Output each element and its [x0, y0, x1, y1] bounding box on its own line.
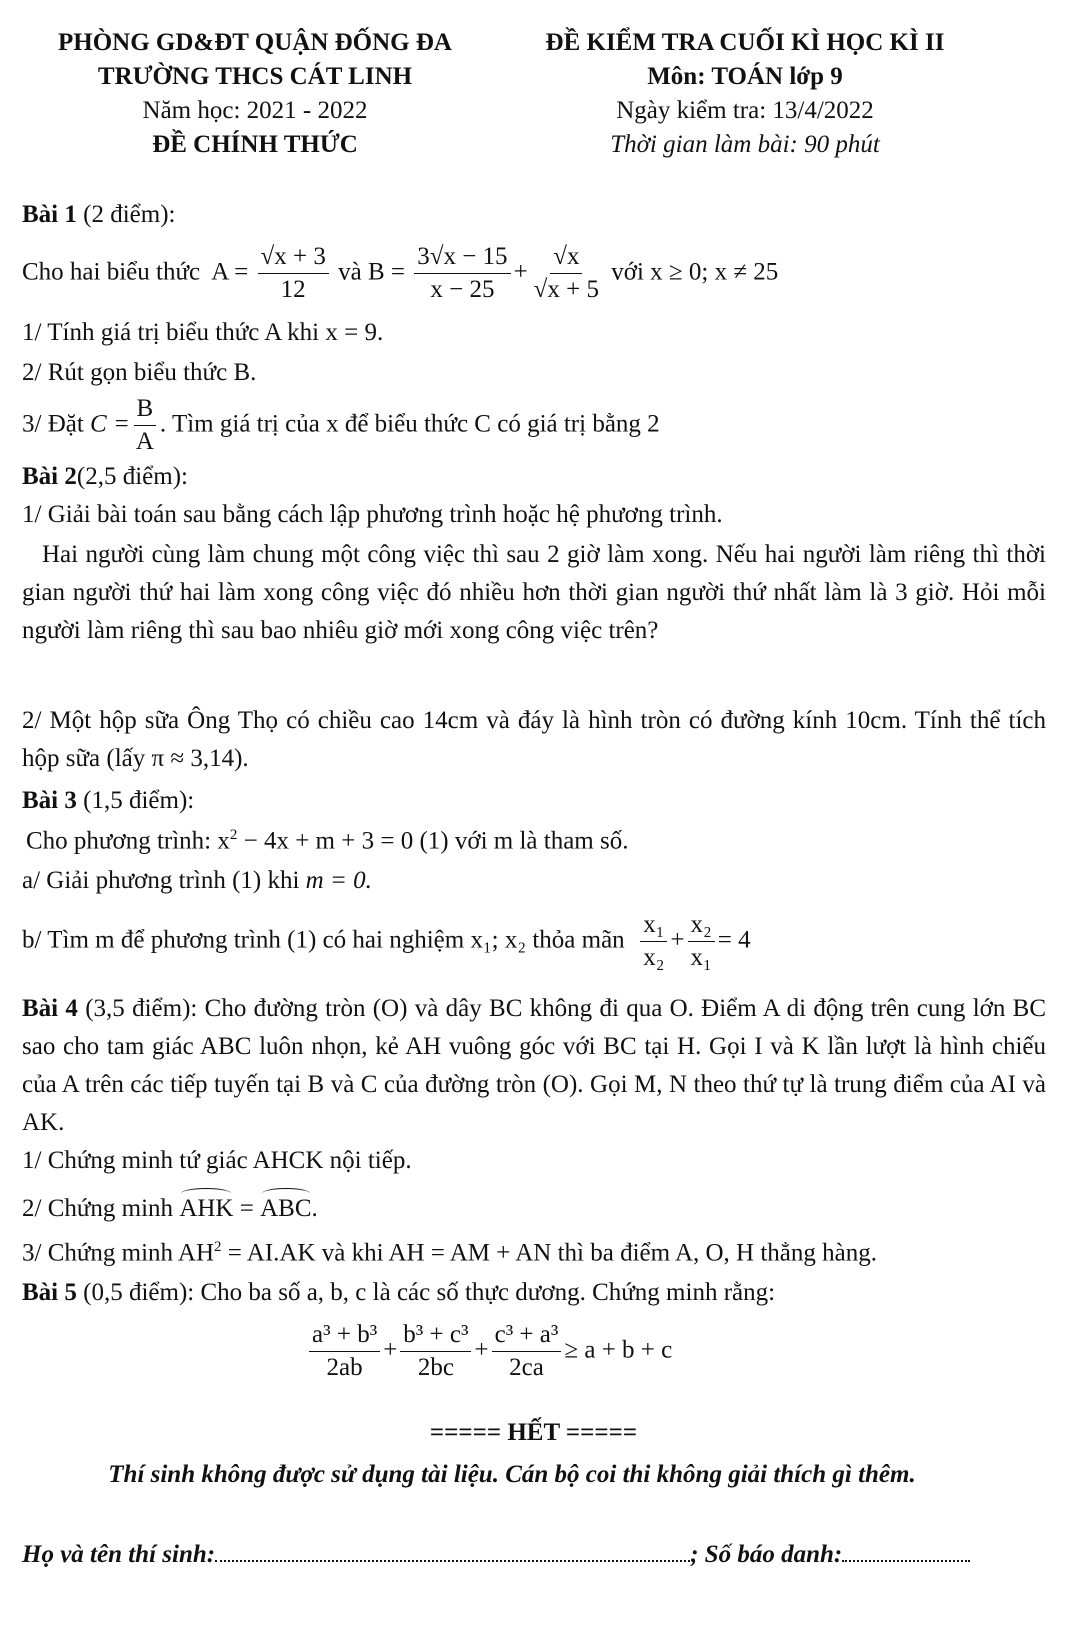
qb-d2: x₁ [690, 944, 712, 972]
bai2-points: (2,5 điểm): [76, 463, 188, 490]
bai3-qa [22, 866, 372, 896]
candidate-line [22, 1540, 970, 1570]
q2-eq: = [233, 1195, 261, 1222]
bai4-q3 [22, 1238, 877, 1268]
bai1-expressions [22, 244, 778, 304]
expr-b-den1: x − 25 [430, 276, 495, 304]
subject: Môn: TOÁN lớp 9 [647, 63, 843, 90]
q3b-sup: 2 [214, 1239, 222, 1255]
expr-b-fraction-2 [531, 244, 602, 304]
bai4-body: (3,5 điểm): Cho đường tròn (O) và dây BC không đi qua O. Điểm A di động trên cung lớn BC sao cho tam giác ABC luôn nhọn, kẻ AH vuông góc với BC tại H. Gọi I và K lần lượt là hình chiếu của A trên các tiếp tuyến tại B và C của đường tròn (O). Gọi M, N theo thứ tự là trung điểm của AI và AK. [22, 995, 1047, 1136]
qb-rhs: = 4 [717, 926, 751, 954]
qa-m: m = 0. [305, 867, 372, 894]
q3b-post: = AI.AK và khi AH = AM + AN thì ba điểm A, O, H thẳng hàng. [221, 1239, 878, 1267]
bai2-title [22, 462, 188, 492]
q3-den: A [135, 428, 154, 456]
bai4-label: Bài 4 [22, 995, 78, 1022]
eq-post: − 4x + m + 3 = 0 (1) với m là tham số. [237, 827, 629, 855]
eq-sup: 2 [229, 827, 238, 843]
separator: ; [690, 1541, 705, 1568]
qa-pre: a/ Giải phương trình (1) khi [22, 867, 306, 894]
q3-c: C = [90, 410, 130, 438]
duration: Thời gian làm bài: 90 phút [610, 131, 880, 158]
ineq-n1: a³ + b³ [309, 1322, 380, 1352]
bai3-title [22, 786, 194, 816]
eq-pre: Cho phương trình: x [26, 827, 230, 855]
ineq-rhs: ≥ a + b + c [564, 1336, 673, 1364]
bai5-text [22, 1278, 775, 1308]
condition: với x ≥ 0; x ≠ 25 [611, 258, 779, 286]
expr-a-lhs: A = [211, 258, 249, 286]
q3-fraction [133, 396, 157, 456]
official-label: ĐỀ CHÍNH THỨC [152, 131, 358, 158]
bai1-points: (2 điểm): [76, 201, 176, 228]
bai3-qb: b/ Tìm m để phương trình (1) có hai nghiệm x₁; x₂ thỏa mãn $\frac{\text{x₁}}{\text{x₂}}$ + $\frac{\text{x₂}}{\text{x₁}}$ = 4 [22, 911, 751, 972]
bai1-q2: 2/ Rút gọn biểu thức B. [22, 359, 257, 386]
expr-b-lhs: B = [367, 258, 405, 286]
qb-fraction-2 [688, 912, 715, 972]
q3-pre: 3/ Đặt [22, 410, 84, 438]
angle-ahk: AHK [179, 1195, 234, 1222]
expr-b-num2: √x [550, 244, 582, 274]
exam-title: ĐỀ KIỂM TRA CUỐI KÌ HỌC KÌ II [545, 29, 945, 56]
angle-abc: ABC [260, 1195, 312, 1222]
bai4-text [22, 990, 1046, 1142]
bai1-q3 [22, 396, 660, 456]
ineq-fraction-3 [492, 1322, 562, 1382]
school-year: Năm học: 2021 - 2022 [142, 97, 368, 124]
ineq-d3: 2ca [509, 1354, 544, 1382]
sbd-blank[interactable] [842, 1556, 970, 1562]
bai2-q2: 2/ Một hộp sữa Ông Thọ có chiều cao 14cm và đáy là hình tròn có đường kính 10cm. Tính thể tích hộp sữa (lấy π ≈ 3,14). [22, 707, 1046, 772]
bai2-q1: 1/ Giải bài toán sau bằng cách lập phương trình hoặc hệ phương trình. [22, 501, 723, 528]
bai2-label: Bài 2 [22, 463, 77, 490]
bai2-problem: Hai người cùng làm chung một công việc thì sau 2 giờ làm xong. Nếu hai người làm riêng thì thời gian người thứ hai làm xong công việc đó nhiều hơn thời gian người thứ nhất làm là 3 giờ. Hỏi mỗi người làm riêng thì sau bao nhiêu giờ mới xong công việc trên? [22, 541, 1046, 644]
sbd-label: Số báo danh: [704, 1541, 843, 1568]
qb-n1: x₁ [640, 912, 667, 942]
expr-a-num: √x + 3 [258, 244, 329, 274]
expr-a-fraction [258, 244, 329, 304]
bai3-points: (1,5 điểm): [76, 787, 195, 814]
qb-d1: x₂ [643, 944, 665, 972]
q2-pre: 2/ Chứng minh [22, 1195, 180, 1222]
bai3-label: Bài 3 [22, 787, 77, 814]
plus-sign: + [513, 258, 528, 286]
qb-n2: x₂ [688, 912, 715, 942]
ineq-d2: 2bc [417, 1354, 454, 1382]
q3b-pre: 3/ Chứng minh AH [22, 1239, 215, 1267]
name-label: Họ và tên thí sinh: [22, 1541, 216, 1568]
qb-text: b/ Tìm m để phương trình (1) có hai nghiệm x₁; x₂ thỏa mãn [22, 926, 625, 954]
expr-b-num1: 3√x − 15 [414, 244, 510, 274]
ineq-fraction-1 [309, 1322, 380, 1382]
and-text: và [338, 258, 362, 286]
ineq-d1: 2ab [326, 1354, 363, 1382]
bai1-label: Bài 1 [22, 201, 77, 228]
bai5-label: Bài 5 [22, 1279, 77, 1306]
expr-a-den: 12 [280, 276, 306, 304]
dept-name: PHÒNG GD&ĐT QUẬN ĐỐNG ĐA [58, 29, 452, 56]
bai4-q2 [22, 1194, 318, 1224]
bai1-intro: Cho hai biểu thức [22, 258, 201, 286]
school-name: TRƯỜNG THCS CÁT LINH [97, 63, 413, 90]
q3-post: . Tìm giá trị của x để biểu thức C có giá trị bằng 2 [159, 410, 660, 438]
ineq-fraction-2 [400, 1322, 471, 1382]
end-marker: ===== HẾT ===== [429, 1419, 638, 1446]
qb-fraction-1 [640, 912, 667, 972]
q3-num: B [134, 396, 157, 426]
bai3-equation [26, 826, 628, 856]
bai1-q1: 1/ Tính giá trị biểu thức A khi x = 9. [22, 319, 384, 346]
name-blank[interactable] [215, 1556, 690, 1562]
ineq-n3: c³ + a³ [492, 1322, 562, 1352]
ineq-n2: b³ + c³ [400, 1322, 471, 1352]
expr-b-den2: √x + 5 [533, 276, 599, 304]
bai1-title [22, 200, 175, 230]
exam-date: Ngày kiểm tra: 13/4/2022 [616, 97, 874, 124]
bai5-body: (0,5 điểm): Cho ba số a, b, c là các số thực dương. Chứng minh rằng: [76, 1279, 776, 1306]
q2-end: . [311, 1195, 318, 1222]
bai5-inequality: $\frac{\text{a³ + b³}}{2ab}$ + $\frac{\text{b³ + c³}}{2bc}$ + $\frac{\text{c³ + a³}}{2ca}$ ≥ a + b + c [306, 1322, 672, 1382]
footer-note: Thí sinh không được sử dụng tài liệu. Cán bộ coi thi không giải thích gì thêm. [108, 1461, 916, 1488]
expr-b-fraction-1 [414, 244, 510, 304]
bai4-q1: 1/ Chứng minh tứ giác AHCK nội tiếp. [22, 1147, 412, 1174]
